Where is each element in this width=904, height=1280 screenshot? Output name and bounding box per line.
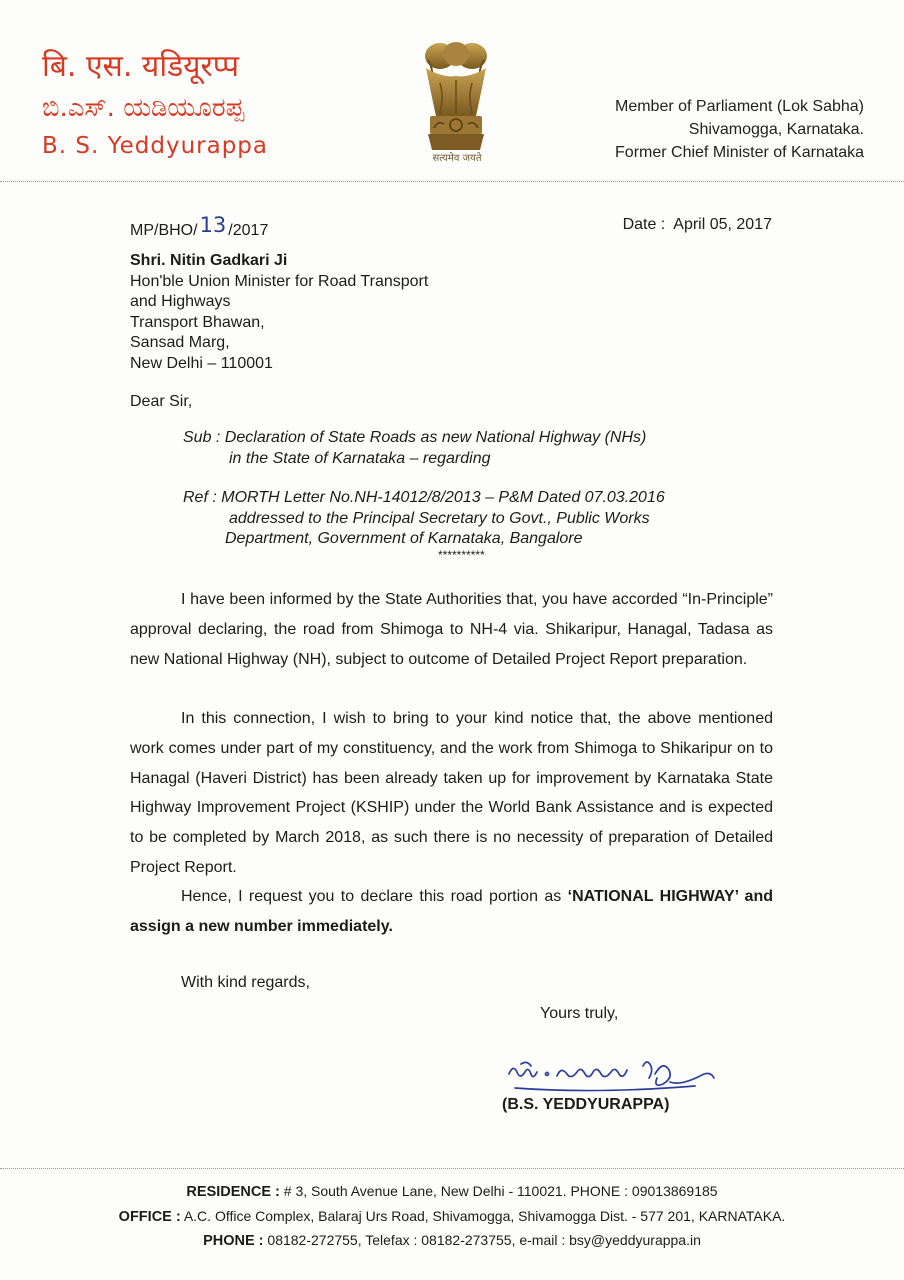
ref-handwritten-number: 13 bbox=[199, 213, 227, 237]
residence-value: # 3, South Avenue Lane, New Delhi - 110021. PHONE : 09013869185 bbox=[279, 1183, 718, 1199]
recipient-name: Shri. Nitin Gadkari Ji bbox=[130, 252, 288, 269]
designation-line: Former Chief Minister of Karnataka bbox=[615, 144, 864, 161]
address-line: Sansad Marg, bbox=[130, 334, 230, 351]
separator-stars: ********** bbox=[438, 548, 485, 562]
subject-block bbox=[183, 428, 646, 469]
reference-line: Department, Government of Karnataka, Bangalore bbox=[225, 530, 583, 547]
closing-yours: Yours truly, bbox=[540, 1005, 619, 1022]
designation-block bbox=[615, 95, 864, 164]
signer-name: (B.S. YEDDYURAPPA) bbox=[502, 1096, 670, 1113]
address-line: and Highways bbox=[130, 293, 231, 310]
reference-line: addressed to the Principal Secretary to Govt., Public Works bbox=[229, 509, 650, 527]
reference-number bbox=[130, 213, 269, 240]
paragraph-2 bbox=[130, 704, 773, 883]
paragraph-text: I have been informed by the State Authorities that, you have accorded “In-Principle” approval declaring, the road from Shimoga to NH-4 via. Shikaripur, Hanagal, Tadasa as new National Highway (NH), subject to outcome of Detailed Project Report preparation. bbox=[130, 591, 773, 668]
paragraph-text-bold: ‘NATIONAL HIGHWAY’ and assign a new number immediately. bbox=[130, 888, 774, 935]
paragraph-1 bbox=[130, 585, 773, 674]
footer-phone bbox=[0, 1229, 904, 1254]
ref-suffix: /2017 bbox=[228, 222, 269, 239]
subject-line: Sub : Declaration of State Roads as new National Highway (NHs) bbox=[183, 429, 647, 446]
address-line: Hon'ble Union Minister for Road Transport bbox=[130, 272, 429, 290]
residence-label: RESIDENCE : bbox=[186, 1184, 280, 1200]
emblem-motto: सत्यमेव जयते bbox=[432, 153, 482, 164]
header-divider bbox=[0, 181, 904, 182]
salutation: Dear Sir, bbox=[130, 393, 193, 410]
closing-regards: With kind regards, bbox=[181, 974, 310, 991]
recipient-address bbox=[130, 251, 428, 374]
date-label: Date : bbox=[622, 216, 666, 233]
national-emblem-icon bbox=[410, 38, 502, 166]
name-kannada: ಬಿ.ಎಸ್. ಯಡಿಯೂರಪ್ಪ bbox=[42, 93, 245, 123]
footer-divider bbox=[0, 1168, 904, 1169]
paragraph-text-start: Hence, I request you to declare this road portion as bbox=[181, 888, 568, 905]
designation-line: Shivamogga, Karnataka. bbox=[688, 121, 864, 138]
designation-line: Member of Parliament (Lok Sabha) bbox=[615, 98, 864, 115]
date-value: April 05, 2017 bbox=[673, 216, 772, 233]
paragraph-text bbox=[130, 882, 773, 942]
footer-office bbox=[0, 1205, 904, 1230]
letter-date bbox=[623, 216, 772, 234]
footer-residence bbox=[0, 1180, 904, 1205]
office-value: A.C. Office Complex, Balaraj Urs Road, Shivamogga, Shivamogga Dist. - 577 201, KARNATAKA. bbox=[180, 1207, 786, 1224]
footer bbox=[0, 1180, 904, 1254]
subject-line: in the State of Karnataka – regarding bbox=[229, 449, 491, 467]
address-line: Transport Bhawan, bbox=[130, 313, 265, 331]
name-english: B. S. Yeddyurappa bbox=[42, 133, 268, 159]
phone-value: 08182-272755, Telefax : 08182-273755, e-mail : bsy@yeddyurappa.in bbox=[263, 1232, 701, 1248]
office-label: OFFICE : bbox=[118, 1208, 181, 1225]
ref-prefix: MP/BHO/ bbox=[130, 222, 198, 239]
address-line: New Delhi – 110001 bbox=[130, 354, 273, 372]
handwritten-signature bbox=[505, 1052, 720, 1096]
paragraph-text: In this connection, I wish to bring to your kind notice that, the above mentioned work comes under part of my constituency, and the work from Shimoga to Shikaripur on to Hanagal (Haveri District) has been already taken up for improvement by Karnataka State Highway Improvement Project (KSHIP) under the World Bank Assistance and is expected to be completed by March 2018, as such there is no necessity of preparation of Detailed Project Report. bbox=[130, 710, 773, 876]
reference-line: Ref : MORTH Letter No.NH-14012/8/2013 – P&M Dated 07.03.2016 bbox=[183, 489, 665, 506]
phone-label: PHONE : bbox=[203, 1233, 264, 1249]
reference-block bbox=[183, 488, 665, 550]
paragraph-3 bbox=[130, 882, 773, 942]
name-hindi: बि. एस. यडियूरप्प bbox=[42, 49, 240, 84]
